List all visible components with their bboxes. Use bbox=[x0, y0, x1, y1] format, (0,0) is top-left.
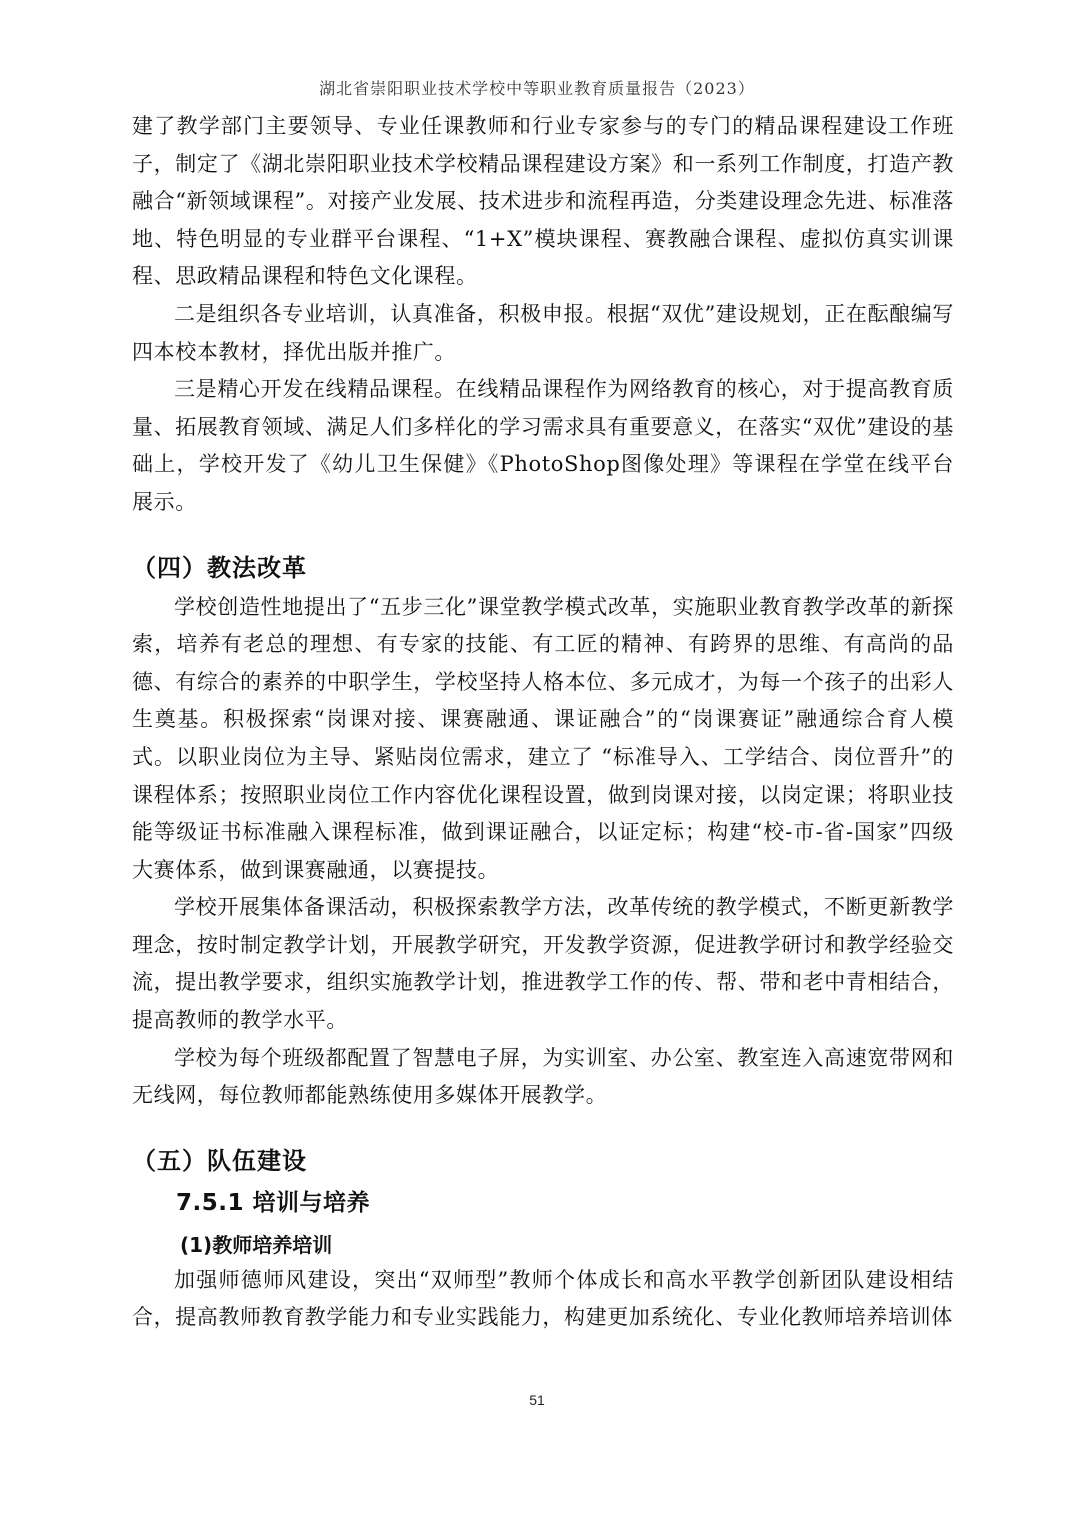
running-header: 湖北省崇阳职业技术学校中等职业教育质量报告（2023） bbox=[319, 79, 755, 98]
section-heading: （五）队伍建设 bbox=[132, 1146, 307, 1175]
page-content bbox=[132, 108, 954, 1337]
body-paragraph: 建了教学部门主要领导、专业任课教师和行业专家参与的专门的精品课程建设工作班子，制定了《湖北崇阳职业技术学校精品课程建设方案》和一系列工作制度，打造产教融合“新领域课程”。对接产业发展、技术进步和流程再造，分类建设理念先进、标准落地、特色明显的专业群平台课程、“1+X”模块课程、赛教融合课程、虚拟仿真实训课程、思政精品课程和特色文化课程。 bbox=[132, 114, 954, 289]
section-heading: （四）教法改革 bbox=[132, 553, 307, 582]
body-paragraph: 学校开展集体备课活动，积极探索教学方法，改革传统的教学模式，不断更新教学理念，按时制定教学计划，开展教学研究，开发教学资源，促进教学研讨和教学经验交流，提出教学要求，组织实施教学计划，推进教学工作的传、帮、带和老中青相结合，提高教师的教学水平。 bbox=[132, 895, 954, 1033]
body-paragraph: 三是精心开发在线精品课程。在线精品课程作为网络教育的核心，对于提高教育质量、拓展教育领域、满足人们多样化的学习需求具有重要意义，在落实“双优”建设的基础上，学校开发了《幼儿卫生保健》《PhotoShop图像处理》等课程在学堂在线平台展示。 bbox=[132, 377, 954, 514]
subsection-heading: 7.5.1 培训与培养 bbox=[176, 1189, 370, 1216]
body-paragraph: 学校为每个班级都配置了智慧电子屏，为实训室、办公室、教室连入高速宽带网和无线网，每位教师都能熟练使用多媒体开展教学。 bbox=[132, 1045, 954, 1108]
page-number: 51 bbox=[529, 1392, 545, 1408]
body-paragraph: 加强师德师风建设，突出“双师型”教师个体成长和高水平教学创新团队建设相结合，提高教师教育教学能力和专业实践能力，构建更加系统化、专业化教师培养培训体 bbox=[132, 1267, 954, 1330]
body-paragraph: 学校创造性地提出了“五步三化”课堂教学模式改革，实施职业教育教学改革的新探索，培养有老总的理想、有专家的技能、有工匠的精神、有跨界的思维、有高尚的品德、有综合的素养的中职学生，学校坚持人格本位、多元成才，为每一个孩子的出彩人生奠基。积极探索“岗课对接、课赛融通、课证融合”的“岗课赛证”融通综合育人模式。以职业岗位为主导、紧贴岗位需求，建立了 “标准导入、工学结合、岗位晋升”的课程体系；按照职业岗位工作内容优化课程设置，做到岗课对接，以岗定课；将职业技能等级证书标准融入课程标准，做到课证融合，以证定标；构建“校-市-省-国家”四级大赛体系，做到课赛融通，以赛提技。 bbox=[132, 594, 954, 882]
body-paragraph: 二是组织各专业培训，认真准备，积极申报。根据“双优”建设规划，正在酝酿编写四本校本教材，择优出版并推广。 bbox=[132, 301, 954, 364]
subsubsection-heading: (1)教师培养培训 bbox=[180, 1232, 333, 1257]
